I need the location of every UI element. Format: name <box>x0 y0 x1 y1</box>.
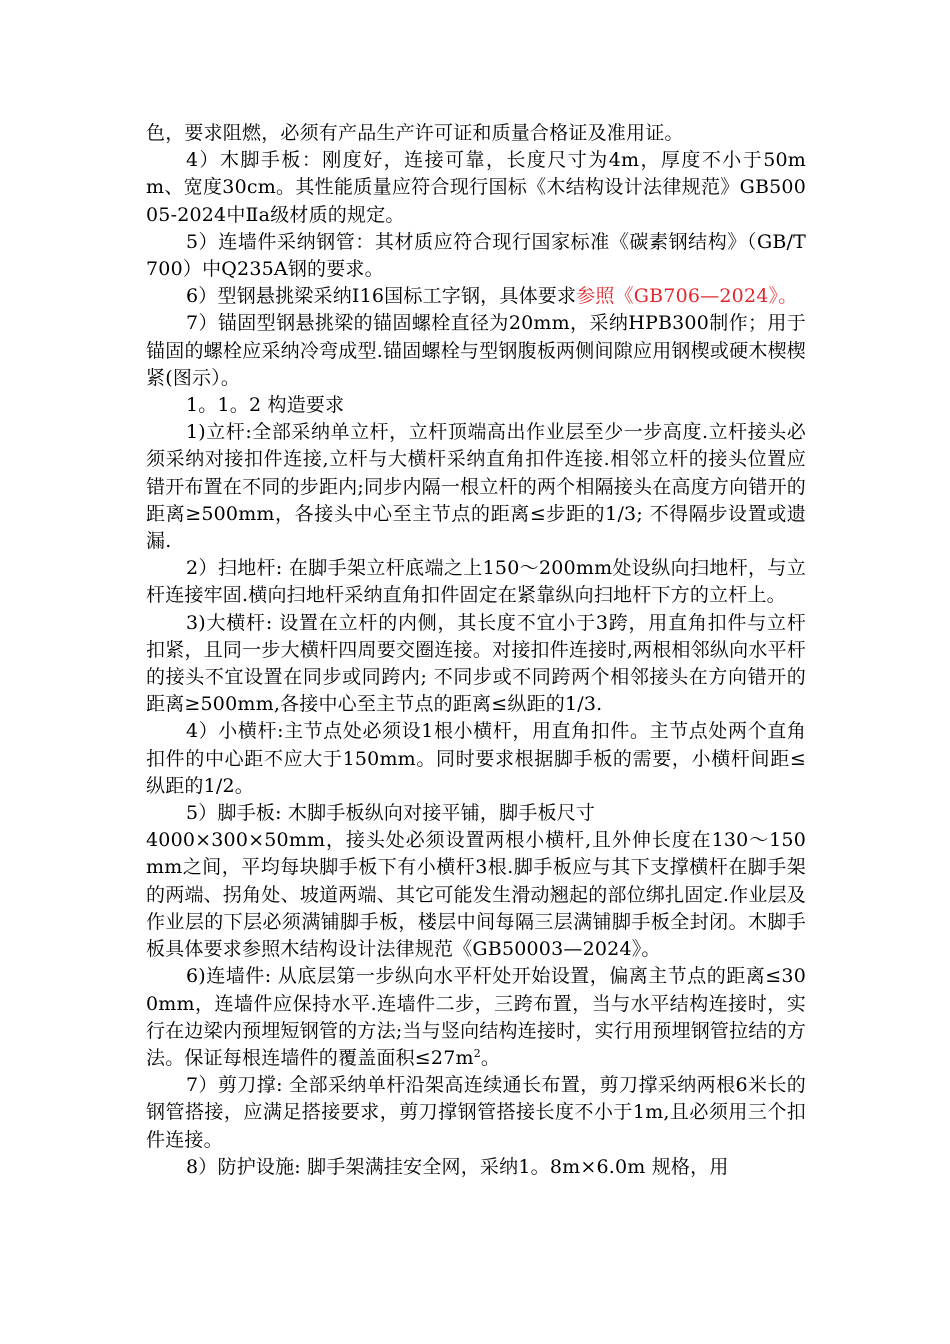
section-heading-text: 1。1。2 构造要求 <box>186 394 345 417</box>
paragraph-8-text: 3)大横杆: 设置在立杆的内侧，其长度不宜小于3跨，用直角扣件与立杆扣紧，且同一步大横杆四周要交圈连接。对接扣件连接时,两根相邻纵向水平杆的接头不宜设置在同步或同跨内; 不同步或不同跨两个相邻接头在方向错开的距离≥500mm,各接中心至主节点的距离≤纵距的1/3. <box>146 611 806 716</box>
paragraph-8 <box>146 610 806 719</box>
paragraph-4 <box>146 310 806 392</box>
paragraph-1 <box>146 147 806 229</box>
standard-reference-highlight: 参照《GB706—2024》。 <box>576 285 798 308</box>
paragraph-3 <box>146 283 806 310</box>
paragraph-1-text: 4）木脚手板：刚度好，连接可靠，长度尺寸为4m，厚度不小于50mm、宽度30cm。其性能质量应符合现行国标《木结构设计法律规范》GB50005-2024中Ⅱa级材质的规定。 <box>146 149 806 226</box>
document-page <box>146 120 806 1181</box>
paragraph-0 <box>146 120 806 147</box>
paragraph-11 <box>146 827 806 963</box>
paragraph-9-text: 4）小横杆:主节点处必须设1根小横杆，用直角扣件。主节点处两个直角扣件的中心距不应大于150mm。同时要求根据脚手板的需要，小横杆间距≤纵距的1/2。 <box>146 720 806 797</box>
paragraph-9 <box>146 718 806 800</box>
paragraph-6-text: 1)立杆:全部采纳单立杆，立杆顶端高出作业层至少一步高度.立杆接头必须采纳对接扣件连接,立杆与大横杆采纳直角扣件连接.相邻立杆的接头位置应错开布置在不同的步距内;同步内隔一根立杆的两个相隔接头在高度方向错开的距离≥500mm，各接头中心至主节点的距离≤步距的1/3; 不得隔步设置或遗漏. <box>146 421 806 553</box>
paragraph-13-text: 7）剪刀撑: 全部采纳单杆沿架高连续通长布置，剪刀撑采纳两根6米长的钢管搭接，应满足搭接要求，剪刀撑钢管搭接长度不小于1m,且必须用三个扣件连接。 <box>146 1074 806 1151</box>
paragraph-7-text: 2）扫地杆: 在脚手架立杆底端之上150～200mm处设纵向扫地杆，与立杆连接牢固.横向扫地杆采纳直角扣件固定在紧靠纵向扫地杆下方的立杆上。 <box>146 557 806 607</box>
paragraph-11-text: 4000×300×50mm，接头处必须设置两根小横杆,且外伸长度在130～150mm之间，平均每块脚手板下有小横杆3根.脚手板应与其下支撑横杆在脚手架的两端、拐角处、坡道两端、其它可能发生滑动翘起的部位绑扎固定.作业层及作业层的下层必须满铺脚手板，楼层中间每隔三层满铺脚手板全封闭。木脚手板具体要求参照木结构设计法律规范《GB50003—2024》。 <box>146 829 806 961</box>
section-heading <box>146 392 806 419</box>
paragraph-7 <box>146 555 806 609</box>
paragraph-10-text: 5）脚手板: 木脚手板纵向对接平铺，脚手板尺寸 <box>186 802 596 825</box>
paragraph-0-text: 色，要求阻燃，必须有产品生产许可证和质量合格证及准用证。 <box>146 122 684 144</box>
paragraph-4-text: 7）锚固型钢悬挑梁的锚固螺栓直径为20mm，采纳HPB300制作；用于锚固的螺栓应采纳冷弯成型.锚固螺栓与型钢腹板两侧间隙应用钢楔或硬木楔楔紧(图示）。 <box>146 312 806 389</box>
paragraph-12-text: 6)连墙件: 从底层第一步纵向水平杆处开始设置，偏离主节点的距离≤300mm，连墙件应保持水平.连墙件二步，三跨布置，当与水平结构连接时，实行在边梁内预埋短钢管的方法;当与竖向结构连接时，实行用预埋钢管拉结的方法。保证每根连墙件的覆盖面积≤27m <box>146 965 806 1069</box>
paragraph-2 <box>146 229 806 283</box>
paragraph-10 <box>146 800 806 827</box>
paragraph-13 <box>146 1072 806 1154</box>
paragraph-14-text: 8）防护设施: 脚手架满挂安全网，采纳1。8m×6.0m 规格，用 <box>186 1155 729 1178</box>
paragraph-2-text: 5）连墙件采纳钢管：其材质应符合现行国家标准《碳素钢结构》（GB/T700）中Q235A钢的要求。 <box>146 230 806 281</box>
paragraph-6 <box>146 419 806 555</box>
paragraph-3-text: 6）型钢悬挑梁采纳I16国标工字钢，具体要求 <box>186 285 577 308</box>
superscript-squared: 2 <box>473 1046 481 1060</box>
paragraph-12-tail: 。 <box>480 1046 501 1069</box>
paragraph-14 <box>146 1154 806 1181</box>
paragraph-12 <box>146 963 806 1072</box>
